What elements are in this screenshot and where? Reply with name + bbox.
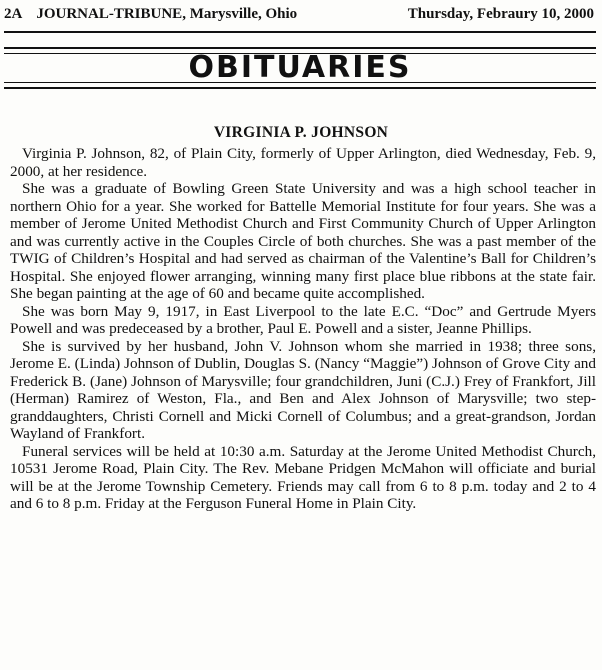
section-title: OBITUARIES: [188, 50, 412, 85]
obituary-paragraph: She is survived by her husband, John V. Johnson whom she married in 1938; three sons, Jerome E. (Linda) Johnson of Dublin, Douglas S. (Nancy “Maggie”) Johnson of Grove City and Frederick B. (Jane) Johnson of Marysville; four grandchildren, Juni (C.J.) Frey of Frankfort, Jill (Herman) Ramirez of Weston, Fla., and Ben and Alex Johnson of Marysville; two step-granddaughters, Christi Cornell and Micki Cornell of Columbus; and a great-grandson, Jordan Wayland of Frankfort.: [10, 337, 596, 442]
newspaper-name: JOURNAL-TRIBUNE, Marysville, Ohio: [36, 6, 298, 22]
section-header-band: [4, 47, 596, 89]
section-header-inner-rule: [4, 50, 596, 85]
obituary-name: VIRGINIA P. JOHNSON: [213, 124, 389, 141]
obituary-paragraph: She was a graduate of Bowling Green State University and was a high school teacher in northern Ohio for a year. She worked for Battelle Memorial Institute for four years. She was a member of Jerome United Methodist Church and First Community Church of Upper Arlington and was currently active in the Couples Circle of both churches. She was a past member of the TWIG of Children’s Hospital and had served as chairman of the Valentine’s Ball for Children’s Hospital. She enjoyed flower arranging, winning many first place blue ribbons at the state fair. She began painting at the age of 60 and became quite accomplished.: [10, 180, 596, 302]
obituary-paragraph: She was born May 9, 1917, in East Liverpool to the late E.C. “Doc” and Gertrude Myers Powell and was predeceased by a brother, Paul E. Powell and a sister, Jeanne Phillips.: [10, 302, 596, 337]
obituary-body: [10, 145, 596, 513]
masthead-rule: [4, 31, 596, 33]
masthead: [4, 6, 594, 28]
obituary-paragraph: Funeral services will be held at 10:30 a.m. Saturday at the Jerome United Methodist Church, 10531 Jerome Road, Plain City. The Rev. Mebane Pridgen McMahon will officiate and burial will be at the Jerome Township Cemetery. Friends may call from 6 to 8 p.m. today and 2 to 4 and 6 to 8 p.m. Friday at the Ferguson Funeral Home in Plain City.: [10, 442, 596, 512]
obituary-paragraph: Virginia P. Johnson, 82, of Plain City, formerly of Upper Arlington, died Wednesday, Feb. 9, 2000, at her residence.: [10, 145, 596, 180]
issue-date: Thursday, Febraury 10, 2000: [407, 6, 594, 22]
page-number: 2A: [4, 6, 23, 22]
